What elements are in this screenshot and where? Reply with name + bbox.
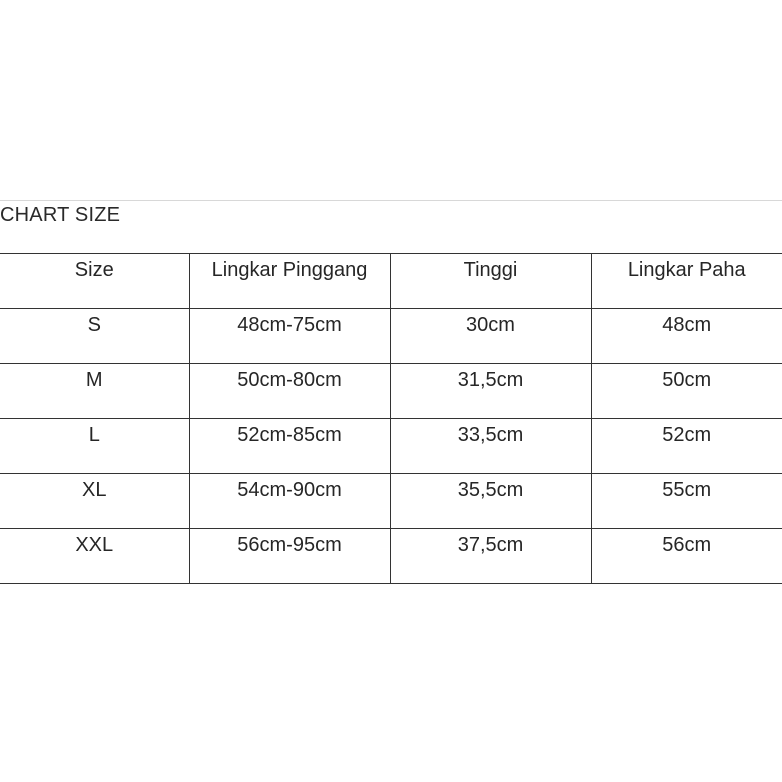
header-row	[0, 254, 782, 309]
cell-value: 56cm	[662, 534, 712, 556]
top-divider	[0, 200, 782, 201]
table-cell	[390, 364, 591, 419]
chart-title: CHART SIZE	[0, 204, 121, 226]
table-row	[0, 364, 782, 419]
table-cell	[189, 364, 390, 419]
header-label: Lingkar Pinggang	[211, 259, 368, 281]
table-cell	[390, 419, 591, 474]
header-label: Tinggi	[463, 259, 518, 281]
table-cell	[0, 474, 189, 529]
cell-value: 52cm	[662, 424, 712, 446]
table-row	[0, 474, 782, 529]
cell-value: 50cm	[662, 369, 712, 391]
cell-value: 55cm	[662, 479, 712, 501]
table-cell	[591, 529, 782, 584]
table-cell	[591, 474, 782, 529]
cell-value: S	[87, 314, 101, 336]
table-cell	[189, 309, 390, 364]
cell-value: 31,5cm	[457, 369, 524, 391]
table-cell	[0, 364, 189, 419]
table-cell	[0, 419, 189, 474]
table-row	[0, 309, 782, 364]
header-cell-size	[0, 254, 189, 309]
cell-value: L	[88, 424, 100, 446]
cell-value: 48cm	[662, 314, 712, 336]
cell-value: 30cm	[466, 314, 515, 336]
cell-value: XL	[82, 479, 107, 501]
cell-value: 50cm-80cm	[237, 369, 342, 391]
table-cell	[390, 529, 591, 584]
header-cell-lingkar-pinggang	[189, 254, 390, 309]
cell-value: 54cm-90cm	[237, 479, 342, 501]
cell-value: 48cm-75cm	[237, 314, 342, 336]
size-chart-table	[0, 253, 782, 584]
table-cell	[0, 309, 189, 364]
table-cell	[591, 419, 782, 474]
table-cell	[189, 529, 390, 584]
table-cell	[390, 474, 591, 529]
cell-value: M	[85, 369, 103, 391]
table-cell	[0, 529, 189, 584]
table-row	[0, 529, 782, 584]
header-label: Size	[74, 259, 114, 281]
cell-value: 33,5cm	[457, 424, 524, 446]
table-cell	[591, 309, 782, 364]
cell-value: XXL	[75, 534, 114, 556]
table-cell	[189, 419, 390, 474]
cell-value: 56cm-95cm	[237, 534, 342, 556]
header-cell-tinggi	[390, 254, 591, 309]
table-cell	[390, 309, 591, 364]
cell-value: 35,5cm	[457, 479, 524, 501]
cell-value: 37,5cm	[457, 534, 524, 556]
header-label: Lingkar Paha	[627, 259, 746, 281]
table-cell	[591, 364, 782, 419]
table-cell	[189, 474, 390, 529]
cell-value: 52cm-85cm	[237, 424, 342, 446]
table-row	[0, 419, 782, 474]
header-cell-lingkar-paha	[591, 254, 782, 309]
